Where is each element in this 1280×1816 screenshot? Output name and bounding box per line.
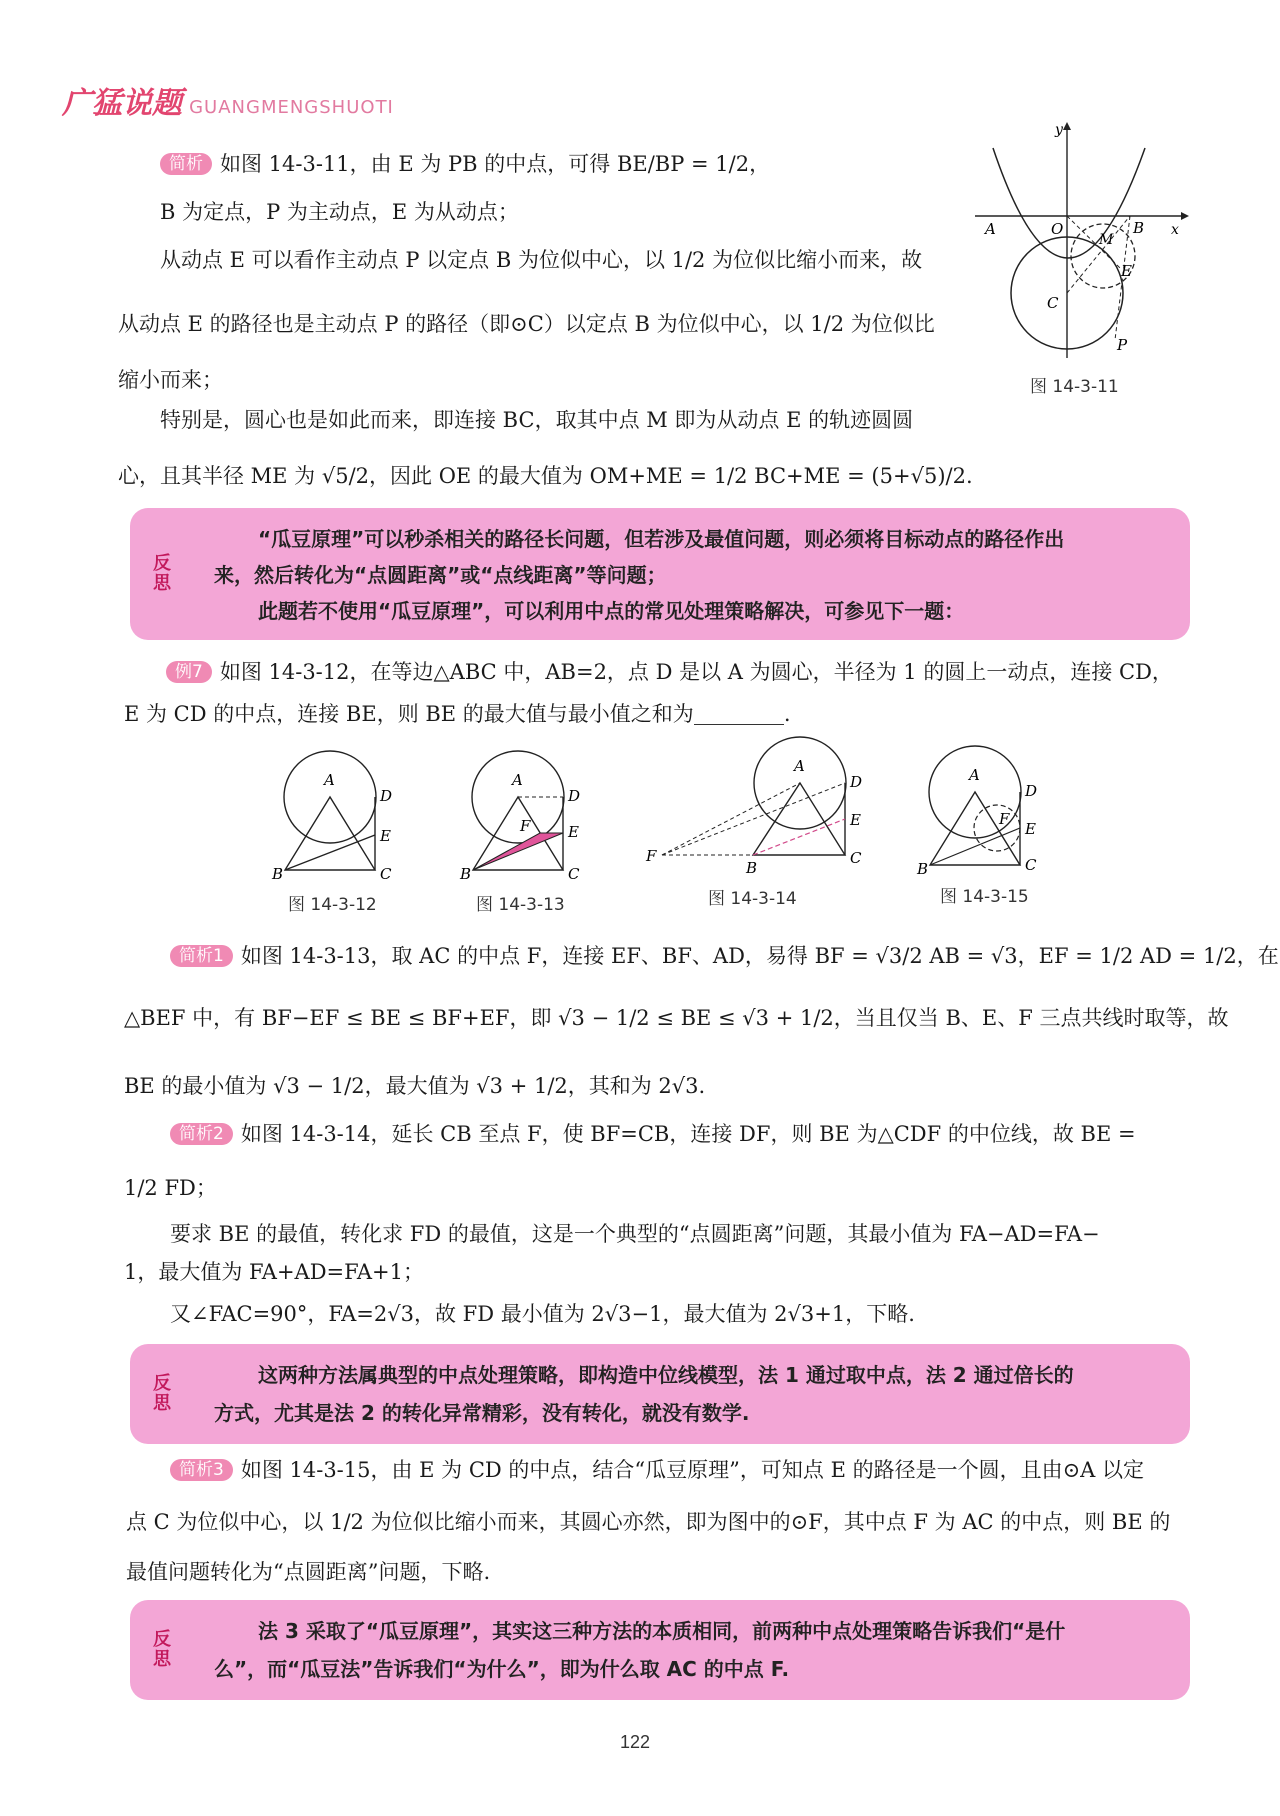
header-brand	[62, 78, 394, 122]
reflection1-line1: “瓜豆原理”可以秒杀相关的路径长问题，但若涉及最值问题，则必须将目标动点的路径作出	[258, 527, 1065, 551]
reflection-box-3	[130, 1600, 1190, 1700]
svg-text:O: O	[1051, 220, 1064, 238]
analysis1-tag: 简析1	[170, 945, 233, 967]
caption-14-3-15: 图 14-3-15	[940, 887, 1029, 907]
s3-line3: 最值问题转化为“点圆距离”问题，下略.	[126, 1560, 491, 1584]
svg-text:C: C	[1047, 294, 1059, 312]
brand-chinese: 广猛说题	[62, 86, 182, 121]
p1-line4: 从动点 E 的路径也是主动点 P 的路径（即⊙C）以定点 B 为位似中心，以 1/2 为位似比	[118, 312, 935, 336]
caption-14-3-14: 图 14-3-14	[708, 889, 797, 909]
svg-text:F: F	[646, 847, 657, 865]
svg-text:E: E	[380, 827, 391, 845]
p1-line1: 简析 如图 14-3-11，由 E 为 PB 的中点，可得 BE/BP = 1/2，	[160, 148, 770, 180]
s2-line1: 简析2 如图 14-3-14，延长 CB 至点 F，使 BF=CB，连接 DF，则 BE 为△CDF 的中位线，故 BE =	[170, 1118, 1136, 1150]
svg-text:B: B	[272, 865, 284, 883]
svg-text:D: D	[568, 787, 581, 805]
svg-text:C: C	[568, 865, 580, 883]
analysis2-tag: 简析2	[170, 1123, 233, 1145]
s2-line4: 1，最大值为 FA+AD=FA+1；	[124, 1260, 425, 1284]
svg-text:E: E	[850, 811, 861, 829]
p1-line7: 心，且其半径 ME 为 √5/2，因此 OE 的最大值为 OM+ME = 1/2 BC+ME = (5+√5)/2.	[118, 464, 973, 488]
p1-line6: 特别是，圆心也是如此而来，即连接 BC，取其中点 M 即为从动点 E 的轨迹圆圆	[160, 408, 914, 432]
svg-text:x: x	[1171, 222, 1179, 238]
svg-text:D: D	[850, 773, 863, 791]
analysis-tag: 简析	[160, 153, 212, 175]
svg-text:A: A	[969, 766, 980, 784]
example-tag: 例7	[166, 661, 212, 683]
svg-text:B: B	[460, 865, 472, 883]
s2-line2: 1/2 FD；	[124, 1176, 217, 1200]
reflection-mark: 反思	[153, 1373, 171, 1414]
reflection2-line1: 这两种方法属典型的中点处理策略，即构造中位线模型，法 1 通过取中点，法 2 通过倍长的	[258, 1363, 1074, 1387]
svg-text:F: F	[520, 817, 531, 835]
svg-text:A: A	[512, 771, 523, 789]
answer-blank	[694, 704, 784, 725]
brand-english: GUANGMENGSHUOTI	[189, 97, 394, 118]
svg-text:M: M	[1099, 232, 1114, 248]
svg-text:B: B	[746, 859, 758, 877]
reflection-box-2	[130, 1344, 1190, 1444]
p1-line3: 从动点 E 可以看作主动点 P 以定点 B 为位似中心，以 1/2 为位似比缩小而来，故	[160, 248, 923, 272]
svg-text:A: A	[985, 220, 996, 238]
figure-14-3-14	[640, 733, 870, 883]
svg-text:C: C	[850, 849, 862, 867]
figure-14-3-13	[458, 745, 608, 885]
svg-text:C: C	[1025, 856, 1037, 874]
caption-14-3-12: 图 14-3-12	[288, 895, 377, 915]
svg-text:B: B	[1133, 219, 1145, 237]
s2-line3: 要求 BE 的最值，转化求 FD 的最值，这是一个典型的“点圆距离”问题，其最小值为 FA−AD=FA−	[170, 1222, 1100, 1246]
s1-line3: BE 的最小值为 √3 − 1/2，最大值为 √3 + 1/2，其和为 2√3.	[124, 1074, 706, 1098]
svg-text:D: D	[1025, 782, 1038, 800]
s1-line1: 简析1 如图 14-3-13，取 AC 的中点 F，连接 EF、BF、AD，易得 BF = √3/2 AB = √3，EF = 1/2 AD = 1/2，在	[170, 940, 1279, 972]
example-line1: 例7 如图 14-3-12，在等边△ABC 中，AB=2，点 D 是以 A 为圆心，半径为 1 的圆上一动点，连接 CD，	[166, 656, 1173, 688]
figure-14-3-15	[915, 740, 1065, 880]
svg-text:F: F	[999, 810, 1010, 828]
svg-text:A: A	[324, 771, 335, 789]
s3-line2: 点 C 为位似中心，以 1/2 为位似比缩小而来，其圆心亦然，即为图中的⊙F，其中点 F 为 AC 的中点，则 BE 的	[126, 1510, 1171, 1534]
svg-text:E: E	[1025, 820, 1036, 838]
reflection-mark: 反思	[153, 553, 171, 594]
reflection1-line3: 此题若不使用“瓜豆原理”，可以利用中点的常见处理策略解决，可参见下一题：	[258, 599, 965, 623]
s1-line2: △BEF 中，有 BF−EF ≤ BE ≤ BF+EF，即 √3 − 1/2 ≤ BE ≤ √3 + 1/2，当且仅当 B、E、F 三点共线时取等，故	[124, 1006, 1229, 1030]
svg-text:y: y	[1055, 122, 1063, 138]
caption-14-3-13: 图 14-3-13	[476, 895, 565, 915]
reflection3-line1: 法 3 采取了“瓜豆原理”，其实这三种方法的本质相同，前两种中点处理策略告诉我们“是什	[258, 1619, 1066, 1643]
figure-14-3-11-caption: 图 14-3-11	[1030, 377, 1119, 397]
reflection3-line2: 么”，而“瓜豆法”告诉我们“为什么”，即为什么取 AC 的中点 F.	[214, 1657, 790, 1681]
svg-text:E: E	[1121, 262, 1132, 280]
reflection-mark: 反思	[153, 1629, 171, 1670]
svg-text:E: E	[568, 823, 579, 841]
svg-text:A: A	[794, 757, 805, 775]
analysis3-tag: 简析3	[170, 1459, 233, 1481]
figure-14-3-11	[975, 118, 1195, 368]
p1-line5: 缩小而来；	[118, 368, 223, 392]
reflection2-line2: 方式，尤其是法 2 的转化异常精彩，没有转化，就没有数学.	[214, 1401, 750, 1425]
example-line2: E 为 CD 的中点，连接 BE，则 BE 的最大值与最小值之和为 .	[124, 702, 791, 726]
reflection1-line2: 来，然后转化为“点圆距离”或“点线距离”等问题；	[214, 563, 667, 587]
figure-14-3-12	[270, 745, 420, 885]
p1-line2: B 为定点，P 为主动点，E 为从动点；	[160, 200, 519, 224]
page-number: 122	[620, 1732, 651, 1752]
svg-text:C: C	[380, 865, 392, 883]
reflection-box-1	[130, 508, 1190, 640]
svg-text:B: B	[917, 860, 929, 878]
svg-text:P: P	[1117, 336, 1128, 354]
s3-line1: 简析3 如图 14-3-15，由 E 为 CD 的中点，结合“瓜豆原理”，可知点 E 的路径是一个圆，且由⊙A 以定	[170, 1454, 1144, 1486]
s2-line5: 又∠FAC=90°，FA=2√3，故 FD 最小值为 2√3−1，最大值为 2√3+1，下略.	[170, 1302, 915, 1326]
svg-text:D: D	[380, 787, 393, 805]
